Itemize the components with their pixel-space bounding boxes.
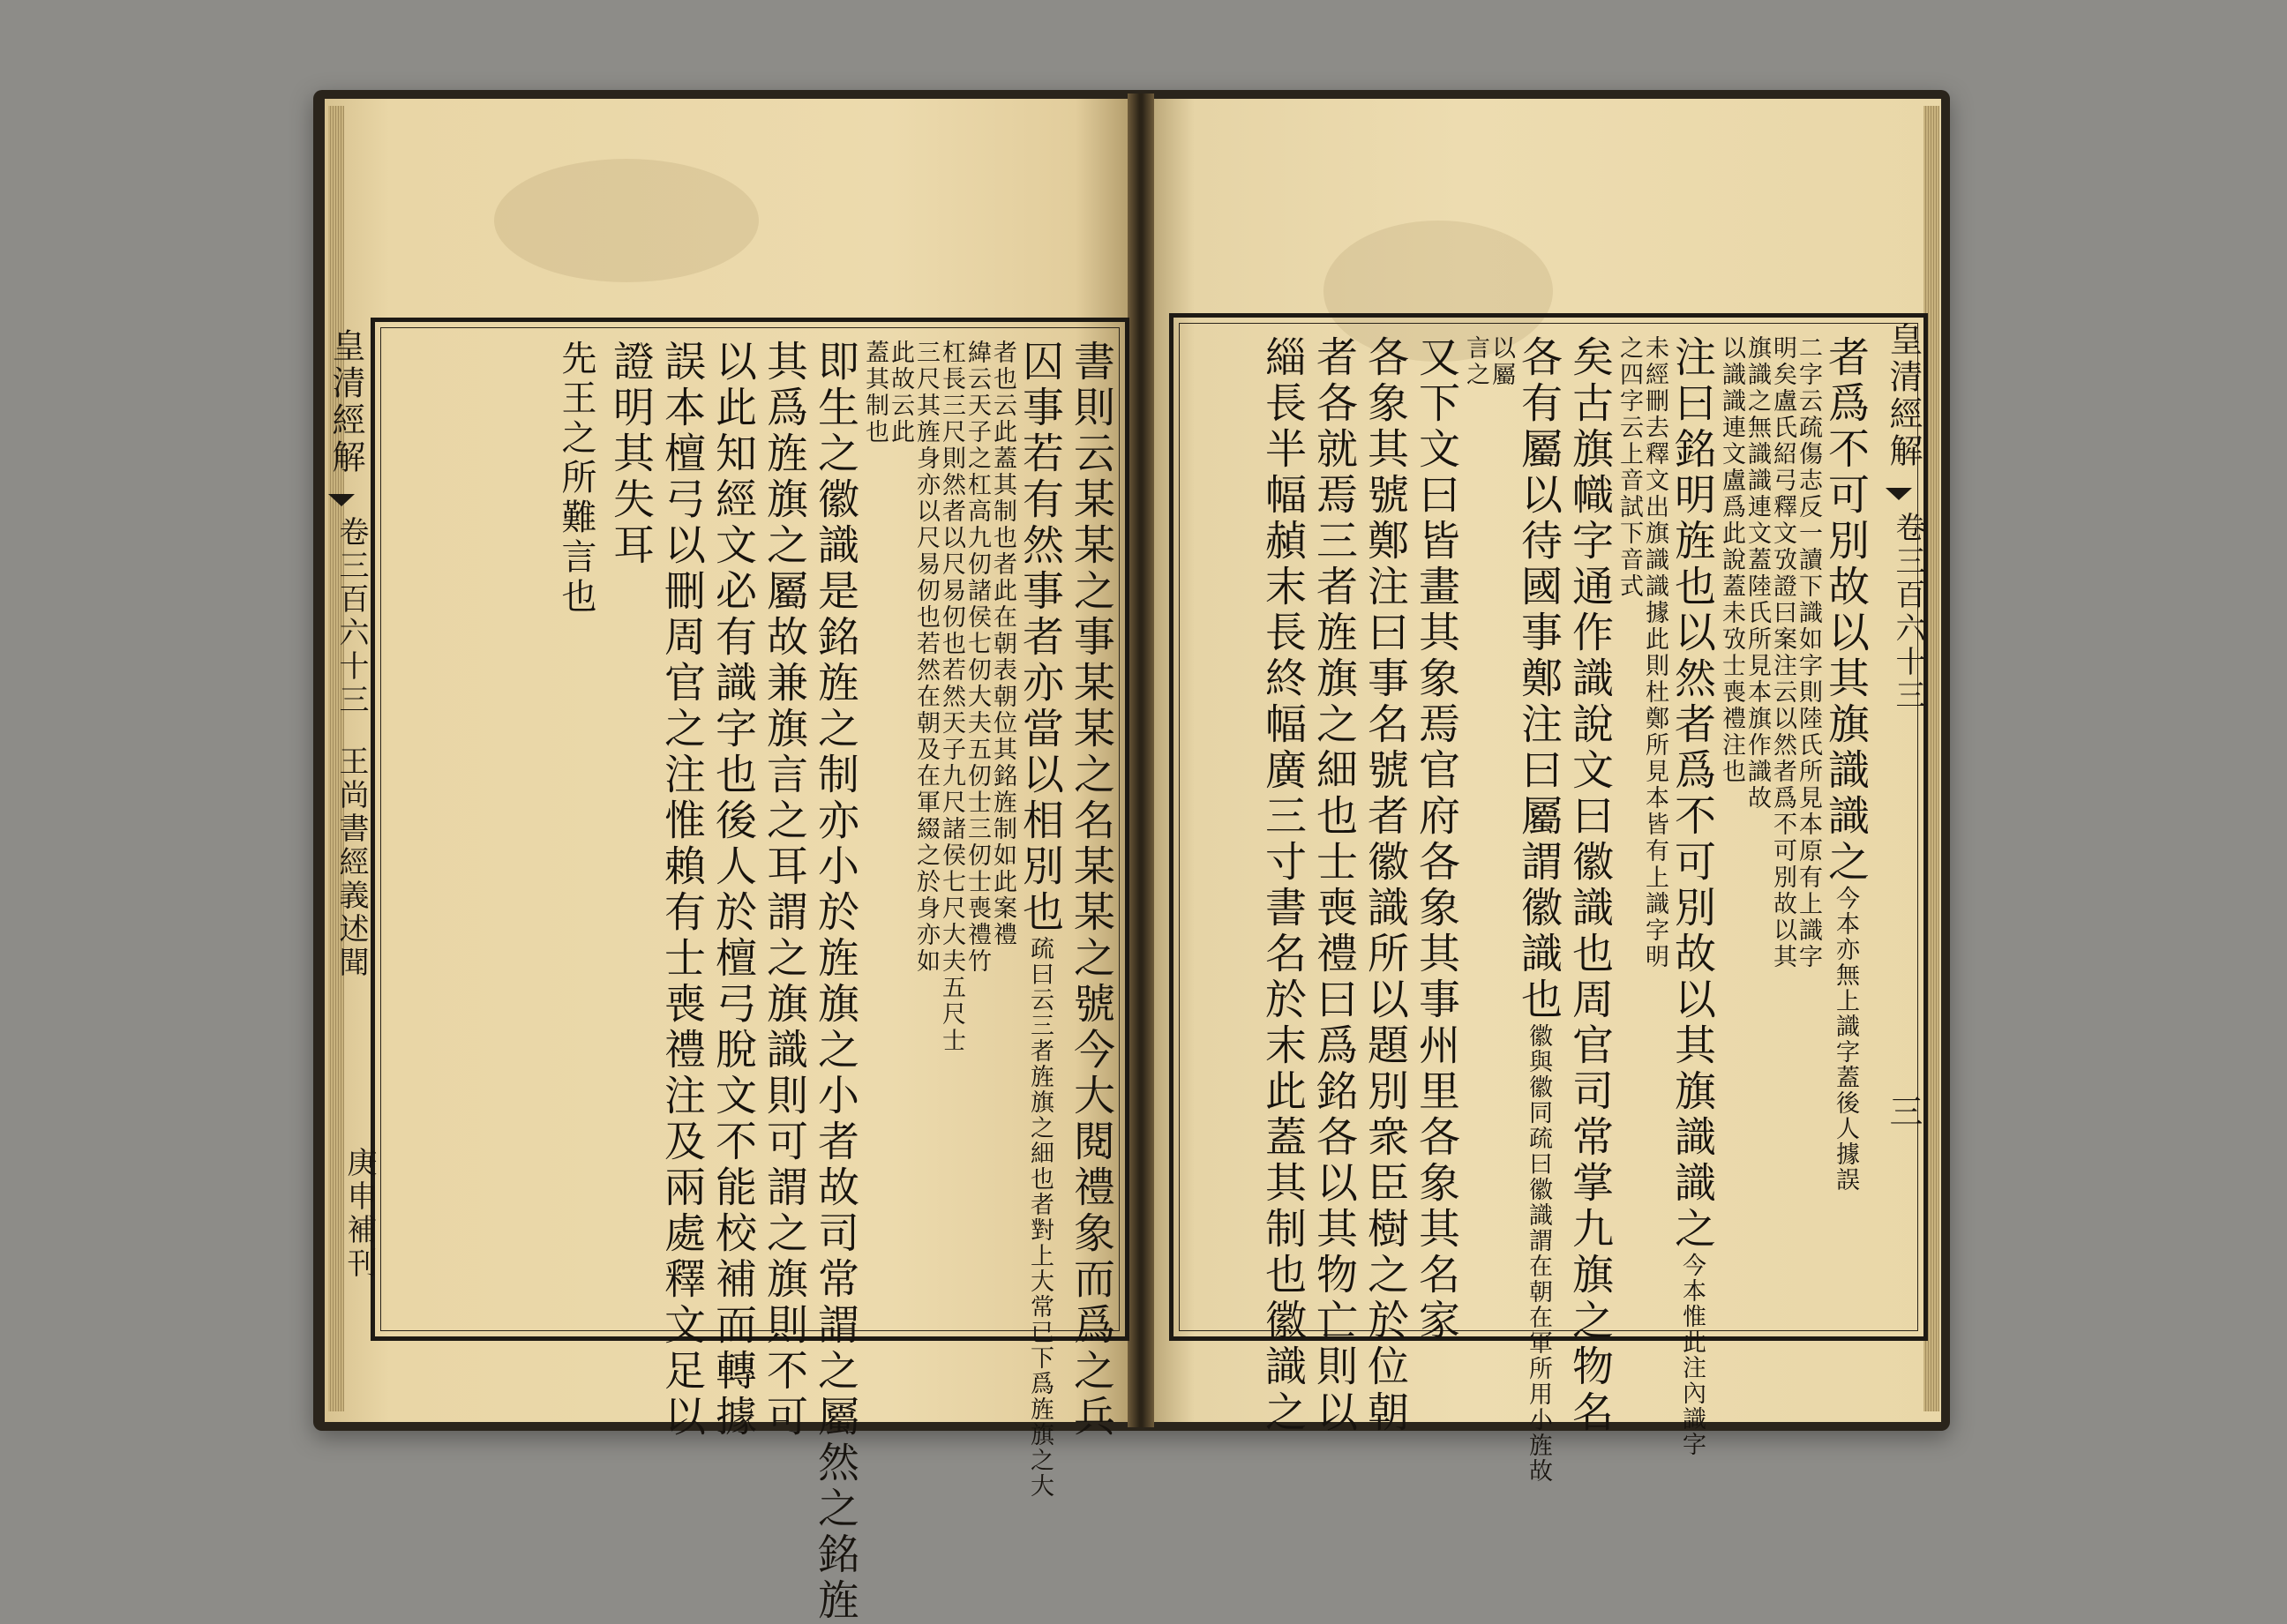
text-column: 此故云此 [887,340,914,445]
text-column: 三尺其旌身亦以尺易仞也若然在朝及在軍綴之於身亦如 [912,340,940,975]
text-column: 緯云天子之杠高九仞諸侯七仞大夫五仞士三仞士喪禮竹 [964,340,991,975]
text-column: 其爲旌旗之屬故兼旗言之耳謂之旗識則可謂之旗則不可 [760,340,808,1441]
text-column: 言之 [1462,335,1489,388]
left-margin-note: 庚申補刊 [341,1147,377,1281]
text-column: 蓋其制也 [861,340,889,445]
text-column: 誤本檀弓以刪周官之注惟賴有士喪禮注及兩處釋文足以 [657,340,706,1441]
right-margin-page-number: 三 [1884,1094,1923,1131]
text-column: 各象其號鄭注曰事名號者徽識所以題別衆臣樹之於位朝 [1361,335,1409,1436]
annotation-text: 徽與徽同疏曰徽識謂在朝在軍所用小旌故 [1525,1023,1552,1484]
text-column: 者也云此蓋其制也者此在朝表朝位其銘旌制如此案禮 [989,340,1016,948]
paper-stain [494,159,759,282]
text-column: 證明其失耳 [606,340,655,569]
text-column: 者各就焉三者旌旗之細也士喪禮曰爲銘各以其物亡則以 [1309,335,1358,1436]
annotation-text: 今本亦無上識字蓋後人據誤 [1832,886,1859,1193]
text-column: 旗識之無識識連文蓋陸氏所見本旗作識故 [1743,335,1771,812]
text-column: 以此知經文必有識字也後人於檀弓脫文不能校補而轉據 [709,340,757,1441]
text-column: 又下文曰皆畫其象焉官府各象其事州里各象其名家 [1412,335,1460,1344]
text-column: 書則云某某之事某某之名某某之號今大閱禮象而爲之兵 [1067,340,1115,1441]
text-column: 緇長半幅赬末長終幅廣三寸書名於末此蓋其制也徽識之 [1258,335,1307,1436]
text-column: 以識識連文盧爲此說蓋未攷士喪禮注也 [1718,335,1745,785]
text-column: 以屬 [1488,335,1515,388]
text-column: 囚事若有然事者亦當以相別也疏曰云三者旌旗之細也者對上大常已下爲旌旗之大 [1016,340,1064,1499]
text-column: 未經刪去釋文出旗識識據此則杜鄭所見本皆有上識字明 [1641,335,1668,970]
text-column: 二字云疏傷志反一讀下識如字則陸氏所見本原有上識字 [1795,335,1822,970]
text-column: 即生之徽識是銘旌之制亦小於旌旗之小者故司常謂之屬然之銘旌 [811,340,859,1624]
text-column: 先王之所難言也 [556,340,596,617]
text-column: 者爲不可別故以其旗識識之今本亦無上識字蓋後人據誤 [1821,335,1870,1193]
text-column: 矣古旗幟字通作識說文曰徽識也周官司常掌九旗之物名 [1565,335,1614,1436]
text-column: 明矣盧氏紹弓釋文攷證曰案注云以然者爲不可別故以其 [1769,335,1796,970]
text-column: 各有屬以待國事鄭注曰屬謂徽識也徽與徽同疏曰徽識謂在朝在軍所用小旌故 [1514,335,1563,1484]
annotation-text: 疏曰云三者旌旗之細也者對上大常已下爲旌旗之大 [1026,936,1054,1499]
text-column: 之四字云上音試下音式 [1616,335,1643,600]
left-margin-title: 皇清經解 [326,328,365,476]
right-margin-title: 皇清經解 [1884,322,1923,470]
annotation-text: 今本惟此注內識字 [1678,1253,1706,1457]
right-margin-volume: 卷三百六十三 [1890,512,1925,713]
book-gutter [1128,94,1154,1427]
left-margin-volume: 卷三百六十三 [334,516,369,717]
left-margin-book: 王尚書經義述聞 [334,745,369,980]
text-column: 注曰銘明旌也以然者爲不可別故以其旗識識之今本惟此注內識字 [1668,335,1716,1457]
text-column: 杠長三尺則然者以尺易仞也若然天子九尺諸侯七尺大夫五尺士 [938,340,965,1054]
